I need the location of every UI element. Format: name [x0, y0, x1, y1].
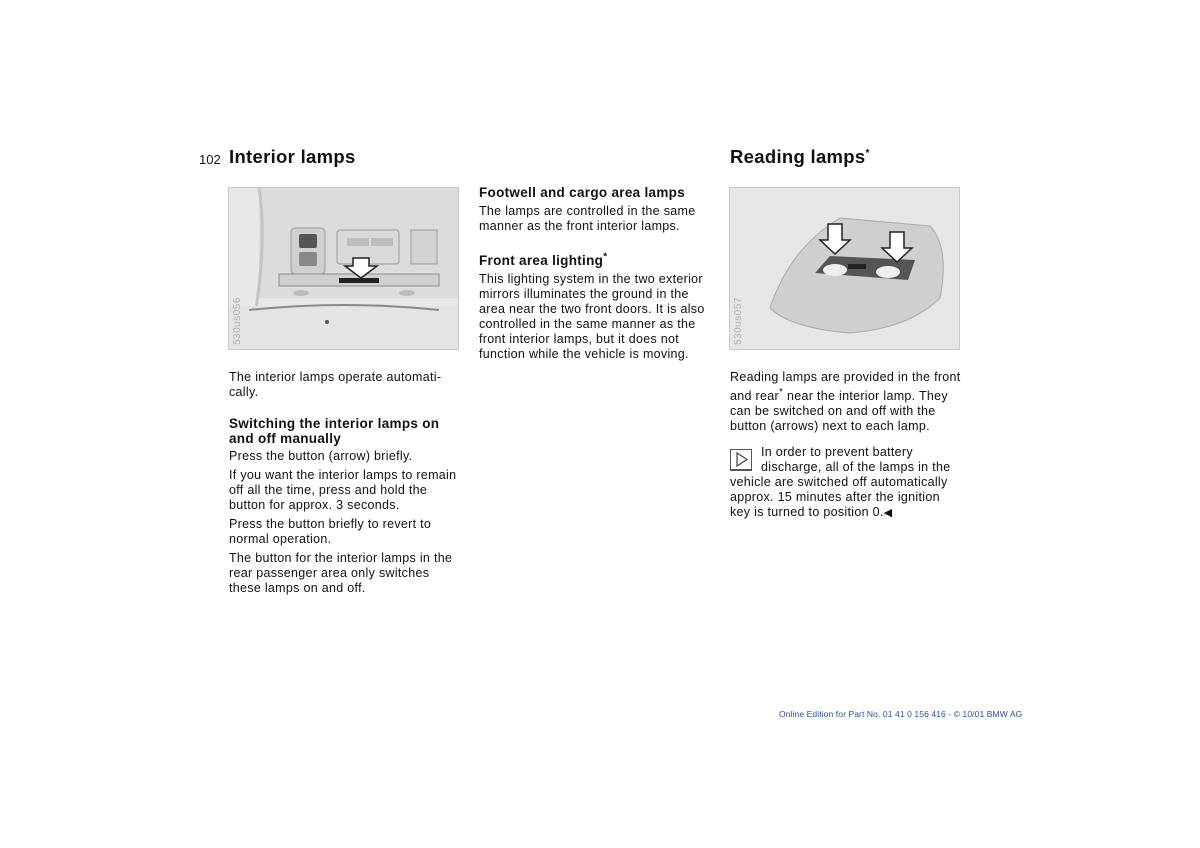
note-block-top — [761, 445, 971, 475]
paragraph-line: Press the button briefly to revert to — [229, 517, 432, 531]
paragraph-line: these lamps on and off. — [229, 581, 366, 595]
paragraph-line: If you want the interior lamps to remain — [229, 468, 457, 482]
triangle-icon — [731, 450, 751, 469]
note-line: key is turned to position 0.◀ — [730, 505, 893, 519]
interior-lamps-text — [229, 370, 469, 596]
paragraph-line: manner as the front interior lamps. — [479, 219, 680, 233]
optional-equipment-star: * — [778, 387, 784, 398]
note-line: discharge, all of the lamps in the — [761, 460, 951, 474]
footwell-text — [479, 185, 719, 362]
paragraph-line: rear passenger area only switches — [229, 566, 430, 580]
end-of-note-marker: ◀ — [883, 507, 893, 519]
footer-link[interactable]: Online Edition for Part No. 01 41 0 156 416 - © 10/01 BMW AG — [779, 709, 1023, 719]
paragraph-line: off all the time, press and hold the — [229, 483, 428, 497]
optional-equipment-star: * — [603, 251, 608, 263]
paragraph-line: button (arrows) next to each lamp. — [730, 419, 930, 434]
figure-code: 530us056 — [232, 297, 243, 345]
figure-reading-lamps — [729, 187, 960, 350]
subheading-front-area-lighting: Front area lighting* — [479, 251, 608, 268]
note-line: vehicle are switched off automatically — [730, 475, 948, 489]
paragraph-line: function while the vehicle is moving. — [479, 347, 689, 361]
paragraph-line: This lighting system in the two exterior — [479, 272, 703, 286]
paragraph-line: The lamps are controlled in the same — [479, 204, 696, 218]
note-block-bottom — [730, 475, 970, 521]
paragraph-line: and rear* near the interior lamp. They — [730, 387, 948, 404]
intro-line: cally. — [229, 385, 259, 399]
figure-code: 530us057 — [733, 297, 744, 345]
paragraph-line: Reading lamps are provided in the front — [730, 370, 961, 384]
subheading-switching: Switching the interior lamps on and off manually — [229, 416, 440, 446]
paragraph-line: normal operation. — [229, 532, 332, 546]
paragraph-line: controlled in the same manner as the — [479, 317, 696, 331]
paragraph-line: The button for the interior lamps in the — [229, 551, 453, 565]
reading-lamp-illustration — [730, 188, 959, 349]
paragraph-line: Press the button (arrow) briefly. — [229, 449, 413, 463]
note-line: In order to prevent battery — [761, 445, 913, 459]
section-title-interior-lamps: Interior lamps — [229, 146, 356, 167]
intro-line: The interior lamps operate automati- — [229, 370, 442, 384]
paragraph-line: mirrors illuminates the ground in the — [479, 287, 689, 301]
reading-lamps-text — [730, 370, 970, 434]
subheading-footwell: Footwell and cargo area lamps — [479, 185, 686, 200]
figure-interior-lamp-console — [228, 187, 459, 350]
note-line: approx. 15 minutes after the ignition — [730, 490, 940, 504]
section-title-reading-lamps: Reading lamps* — [730, 146, 870, 167]
paragraph-line: button for approx. 3 seconds. — [229, 498, 400, 512]
optional-equipment-star: * — [865, 147, 870, 159]
note-triangle-icon — [730, 449, 752, 471]
interior-lamp-illustration — [229, 188, 458, 349]
paragraph-line: front interior lamps, but it does not — [479, 332, 680, 346]
page-number: 102 — [199, 152, 221, 167]
paragraph-line: can be switched on and off with the — [730, 404, 936, 419]
paragraph-line: area near the two front doors. It is also — [479, 302, 705, 316]
